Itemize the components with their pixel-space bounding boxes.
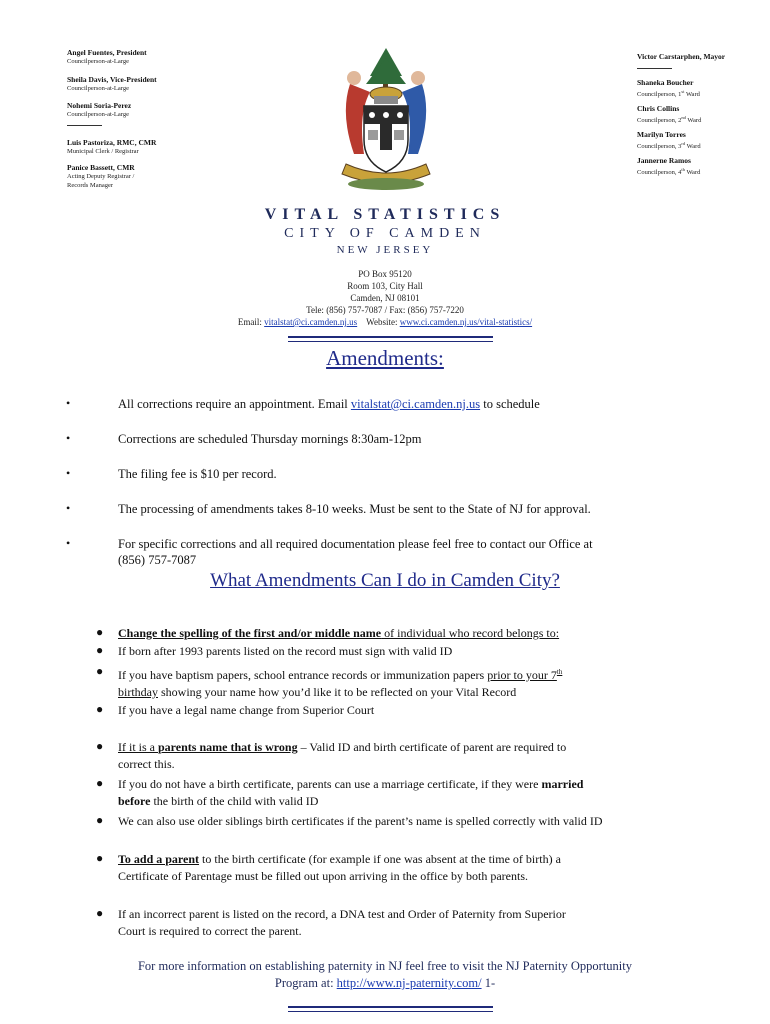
officer-left-5: [67, 163, 135, 190]
bullet-icon: ●: [96, 813, 104, 827]
officer-right-2: [637, 78, 700, 99]
what-amendments-title: What Amendments Can I do in Camden City?: [210, 570, 560, 591]
amendments-item-4: The processing of amendments takes 8-10 weeks. Must be sent to the State of NJ for approval.: [118, 502, 591, 516]
address-city: Camden, NJ 08101: [350, 293, 420, 303]
item-text-bold: married: [541, 777, 584, 791]
officer-left-3: [67, 101, 131, 126]
bullet-icon: •: [66, 396, 71, 410]
officer-title: Councilperson-at-Large: [67, 111, 129, 118]
superscript: th: [556, 668, 563, 676]
item-text: All corrections require an appointment. Email: [118, 397, 351, 411]
address-pobox: PO Box 95120: [358, 269, 412, 279]
amendments-item-2: Corrections are scheduled Thursday mornings 8:30am-12pm: [118, 432, 422, 446]
address-phone: Tele: (856) 757-7087 / Fax: (856) 757-7220: [306, 305, 464, 315]
address-room: Room 103, City Hall: [347, 281, 423, 291]
officer-left-2: [67, 75, 157, 93]
item-text-bold: Change the spelling of the first and/or middle name: [118, 626, 382, 640]
bullet-icon: ●: [96, 739, 104, 753]
item-text: Court is required to correct the parent.: [118, 924, 302, 938]
item-text-underlined: prior to your 7: [487, 668, 557, 682]
bullet-icon: •: [66, 466, 71, 480]
what-item-2: If born after 1993 parents listed on the record must sign with valid ID: [118, 644, 453, 658]
officer-left-1: [67, 48, 147, 66]
bullet-icon: ●: [96, 776, 104, 790]
footer-text: [0, 958, 770, 992]
officer-right-1: [637, 52, 725, 69]
what-item-1: [118, 625, 718, 642]
item-text: If an incorrect parent is listed on the record, a DNA test and Order of Paternity from Superior: [118, 907, 566, 921]
officer-title: Councilperson, 1st Ward: [637, 89, 700, 99]
officer-title: Councilperson, 3rd Ward: [637, 141, 701, 151]
what-item-5: [118, 739, 718, 773]
city-seal-icon: [328, 44, 444, 194]
item-text: of individual who record belongs to:: [381, 626, 560, 640]
header-state: NEW JERSEY: [336, 244, 434, 256]
item-text-underlined: birthday: [118, 685, 158, 699]
officer-title-2: Records Manager: [67, 182, 114, 189]
what-item-9: [118, 906, 718, 940]
email-label: Email:: [237, 317, 262, 327]
bullet-icon: ●: [96, 664, 104, 678]
officer-name: Jannerne Ramos: [637, 156, 691, 165]
officer-name: Shaneka Boucher: [637, 78, 694, 87]
what-item-7: We can also use older siblings birth certificates if the parent’s name is spelled correctly with valid ID: [118, 814, 603, 828]
header-vital-statistics: VITAL STATISTICS: [264, 206, 506, 223]
divider-double: [288, 336, 493, 342]
officer-name: Nohemi Soria-Perez: [67, 101, 132, 110]
item-text: (856) 757-7087: [118, 553, 197, 567]
item-text: to the birth certificate (for example if one was absent at the time of birth) a: [199, 852, 561, 866]
email-link[interactable]: vitalstat@ci.camden.nj.us: [350, 397, 481, 411]
officer-name: Sheila Davis, Vice-President: [67, 75, 157, 84]
amendments-item-3: The filing fee is $10 per record.: [118, 467, 277, 481]
item-text-bold: To add a parent: [118, 852, 200, 866]
item-text: the birth of the child with valid ID: [150, 794, 319, 808]
officer-name: Marilyn Torres: [637, 130, 686, 139]
footer-line-2: [0, 975, 770, 992]
footer-line-1: For more information on establishing paternity in NJ feel free to visit the NJ Paternity Opportunity: [137, 959, 632, 973]
divider-double-bottom: [288, 1006, 493, 1012]
bullet-icon: •: [66, 431, 71, 445]
what-item-8: [118, 851, 718, 885]
what-item-4: If you have a legal name change from Superior Court: [118, 703, 375, 717]
officer-name: Victor Carstarphen, Mayor: [637, 52, 726, 61]
address-contact: [0, 317, 770, 329]
officer-title: Councilperson-at-Large: [67, 58, 129, 65]
item-text-underlined: If it is a: [118, 740, 158, 754]
item-text: – Valid ID and birth certificate of parent are required to: [297, 740, 567, 754]
item-text-bold: before: [118, 794, 151, 808]
item-text: correct this.: [118, 757, 175, 771]
item-text: Certificate of Parentage must be filled out upon arriving in the office by both parents.: [118, 869, 528, 883]
website-link[interactable]: www.ci.camden.nj.us/vital-statistics/: [399, 317, 533, 327]
paternity-link[interactable]: http://www.nj-paternity.com/: [336, 976, 482, 990]
footer-text-post: 1-: [481, 976, 496, 990]
what-item-6: [118, 776, 718, 810]
amendments-item-1: [118, 396, 718, 412]
officer-title: Councilperson-at-Large: [67, 85, 129, 92]
divider: [637, 68, 672, 69]
item-text: to schedule: [480, 397, 540, 411]
website-label: Website:: [366, 317, 398, 327]
bullet-icon: ●: [96, 625, 104, 639]
item-text: showing your name how you’d like it to be reflected on your Vital Record: [158, 685, 517, 699]
item-text: If you have baptism papers, school entrance records or immunization papers: [118, 668, 488, 682]
officer-title: Councilperson, 2nd Ward: [637, 115, 702, 125]
officer-left-4: [67, 138, 156, 156]
item-text: For specific corrections and all required documentation please feel free to contact our Office at: [118, 537, 593, 551]
officer-name: Chris Collins: [637, 104, 680, 113]
amendments-title: Amendments:: [326, 346, 444, 370]
what-item-3: [118, 664, 718, 701]
bullet-icon: ●: [96, 851, 104, 865]
officer-title: Councilperson, 4th Ward: [637, 167, 701, 177]
bullet-icon: ●: [96, 906, 104, 920]
bullet-icon: ●: [96, 702, 104, 716]
bullet-icon: •: [66, 501, 71, 515]
officer-right-5: [637, 156, 700, 177]
header-city: CITY OF CAMDEN: [284, 226, 486, 241]
item-text: If you do not have a birth certificate, parents can use a marriage certificate, if they were: [118, 777, 542, 791]
item-text-bold: parents name that is wrong: [158, 740, 298, 754]
divider: [67, 125, 102, 126]
amendments-item-5: [118, 536, 718, 568]
officer-name: Panice Bassett, CMR: [67, 163, 135, 172]
email-link[interactable]: vitalstat@ci.camden.nj.us: [264, 317, 358, 327]
bullet-icon: ●: [96, 643, 104, 657]
officer-right-3: [637, 104, 701, 125]
officer-title: Acting Deputy Registrar /: [67, 173, 135, 180]
officer-name: Angel Fuentes, President: [67, 48, 147, 57]
officer-right-4: [637, 130, 701, 151]
footer-text-pre: Program at:: [274, 976, 337, 990]
officer-name: Luis Pastoriza, RMC, CMR: [67, 138, 157, 147]
bullet-icon: •: [66, 536, 71, 550]
officer-title: Municipal Clerk / Registrar: [67, 148, 139, 155]
